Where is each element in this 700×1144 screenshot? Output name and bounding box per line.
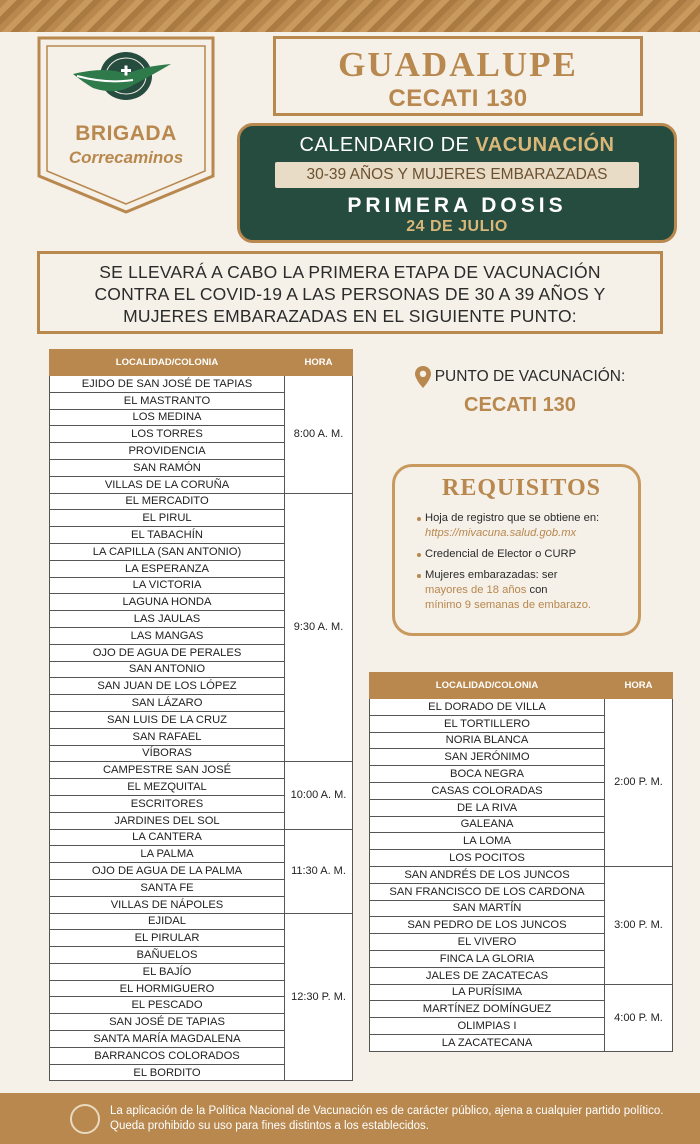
hora-cell: 12:30 P. M. xyxy=(285,913,353,1081)
localidad-cell: MARTÍNEZ DOMÍNGUEZ xyxy=(370,1001,605,1018)
map-pin-icon xyxy=(415,366,431,388)
localidad-cell: LA ESPERANZA xyxy=(50,560,285,577)
localidad-cell: OJO DE AGUA DE LA PALMA xyxy=(50,863,285,880)
localidad-cell: SAN JERÓNIMO xyxy=(370,749,605,766)
localidad-cell: SAN LUIS DE LA CRUZ xyxy=(50,711,285,728)
hora-header: HORA xyxy=(285,350,353,376)
localidad-cell: SAN RAMÓN xyxy=(50,459,285,476)
localidad-cell: EL MERCADITO xyxy=(50,493,285,510)
table-row xyxy=(50,762,353,779)
localidad-cell: EJIDAL xyxy=(50,913,285,930)
localidad-cell: SANTA MARÍA MAGDALENA xyxy=(50,1031,285,1048)
localidad-cell: LAS JAULAS xyxy=(50,611,285,628)
schedule-table-right xyxy=(369,672,673,1052)
localidad-cell: LOS POCITOS xyxy=(370,850,605,867)
requirement-item xyxy=(417,511,626,541)
hora-cell: 2:00 P. M. xyxy=(605,699,673,867)
footer-band xyxy=(0,1093,700,1144)
localidad-cell: FINCA LA GLORIA xyxy=(370,950,605,967)
localidad-cell: EL DORADO DE VILLA xyxy=(370,699,605,716)
intro-paragraph xyxy=(37,251,663,334)
hora-cell: 4:00 P. M. xyxy=(605,984,673,1051)
localidad-cell: OLIMPIAS I xyxy=(370,1018,605,1035)
age-group-pill: 30-39 AÑOS Y MUJERES EMBARAZADAS xyxy=(275,162,639,188)
localidad-cell: EL MASTRANTO xyxy=(50,392,285,409)
requirements-title: REQUISITOS xyxy=(442,475,601,501)
localidad-cell: LA CAPILLA (SAN ANTONIO) xyxy=(50,543,285,560)
localidad-cell: CAMPESTRE SAN JOSÉ xyxy=(50,762,285,779)
localidad-cell: SAN LÁZARO xyxy=(50,695,285,712)
requirement-item xyxy=(417,568,626,613)
government-seal-icon xyxy=(70,1104,100,1134)
table-row xyxy=(50,493,353,510)
table-row xyxy=(370,984,673,1001)
location-title-box xyxy=(273,36,643,116)
localidad-cell: BOCA NEGRA xyxy=(370,766,605,783)
brigada-shield-logo xyxy=(37,36,215,214)
localidad-cell: DE LA RIVA xyxy=(370,799,605,816)
hora-cell: 11:30 A. M. xyxy=(285,829,353,913)
requirements-list xyxy=(417,511,626,613)
hora-cell: 8:00 A. M. xyxy=(285,376,353,494)
calendar-heading-prefix: CALENDARIO DE xyxy=(299,134,470,156)
table-header-row xyxy=(50,350,353,376)
localidad-cell: BARRANCOS COLORADOS xyxy=(50,1047,285,1064)
localidad-cell: GALEANA xyxy=(370,816,605,833)
table-row xyxy=(370,699,673,716)
localidad-cell: OJO DE AGUA DE PERALES xyxy=(50,644,285,661)
localidad-cell: ESCRITORES xyxy=(50,795,285,812)
table-row xyxy=(370,866,673,883)
table-row xyxy=(50,913,353,930)
hora-cell: 3:00 P. M. xyxy=(605,866,673,984)
localidad-cell: EL PIRULAR xyxy=(50,930,285,947)
localidad-cell: EL VIVERO xyxy=(370,934,605,951)
top-pattern-band xyxy=(0,0,700,32)
localidad-cell: JARDINES DEL SOL xyxy=(50,812,285,829)
localidad-cell: SAN ANDRÉS DE LOS JUNCOS xyxy=(370,866,605,883)
localidad-cell: CASAS COLORADAS xyxy=(370,782,605,799)
localidad-cell: EL PESCADO xyxy=(50,997,285,1014)
vaccination-point-value: CECATI 130 xyxy=(464,394,576,416)
localidad-cell: SAN JOSÉ DE TAPIAS xyxy=(50,1014,285,1031)
table-header-row xyxy=(370,673,673,699)
intro-line-1: SE LLEVARÁ A CABO LA PRIMERA ETAPA DE VACUNACIÓN xyxy=(99,262,601,282)
requirement-text: Mujeres embarazadas: ser xyxy=(425,569,558,581)
correcaminos-subtitle: Correcaminos xyxy=(68,148,184,167)
schedule-table-left xyxy=(49,349,353,1081)
localidad-cell: EL BAJÍO xyxy=(50,963,285,980)
localidad-cell: JALES DE ZACATECAS xyxy=(370,967,605,984)
vaccination-point-label: PUNTO DE VACUNACIÓN: xyxy=(434,368,626,385)
requirement-highlight: mayores de 18 años xyxy=(425,584,527,596)
vaccination-point-label-row xyxy=(400,366,640,388)
brigada-title: BRIGADA xyxy=(75,122,177,145)
localidad-cell: VILLAS DE LA CORUÑA xyxy=(50,476,285,493)
localidad-cell: PROVIDENCIA xyxy=(50,443,285,460)
location-title: GUADALUPE xyxy=(338,45,578,84)
intro-line-2: CONTRA EL COVID-19 A LAS PERSONAS DE 30 A 39 AÑOS Y xyxy=(94,284,606,304)
dose-label: PRIMERA DOSIS xyxy=(347,194,567,217)
hora-cell: 10:00 A. M. xyxy=(285,762,353,829)
registration-link[interactable]: https://mivacuna.salud.gob.mx xyxy=(425,527,577,539)
hora-cell: 9:30 A. M. xyxy=(285,493,353,762)
localidad-cell: SAN ANTONIO xyxy=(50,661,285,678)
requirement-highlight: mínimo 9 semanas de embarazo. xyxy=(425,599,592,611)
table-row xyxy=(50,829,353,846)
localidad-cell: SANTA FE xyxy=(50,879,285,896)
localidad-cell: LA LOMA xyxy=(370,833,605,850)
localidad-cell: SAN MARTÍN xyxy=(370,900,605,917)
requirement-text: Credencial de Elector o CURP xyxy=(425,548,577,560)
localidad-cell: SAN RAFAEL xyxy=(50,728,285,745)
localidad-cell: VILLAS DE NÁPOLES xyxy=(50,896,285,913)
calendar-heading-bold: VACUNACIÓN xyxy=(475,134,615,156)
localidad-cell: LAGUNA HONDA xyxy=(50,594,285,611)
localidad-cell: EL TORTILLERO xyxy=(370,715,605,732)
requirement-item xyxy=(417,547,626,562)
localidad-cell: EL MEZQUITAL xyxy=(50,779,285,796)
requirements-box xyxy=(392,464,641,636)
localidad-cell: LA PALMA xyxy=(50,846,285,863)
localidad-cell: EJIDO DE SAN JOSÉ DE TAPIAS xyxy=(50,376,285,393)
localidad-cell: EL HORMIGUERO xyxy=(50,980,285,997)
roadrunner-icon xyxy=(73,52,171,100)
localidad-cell: VÍBORAS xyxy=(50,745,285,762)
localidad-cell: SAN PEDRO DE LOS JUNCOS xyxy=(370,917,605,934)
localidad-cell: SAN FRANCISCO DE LOS CARDONA xyxy=(370,883,605,900)
vaccination-calendar-box xyxy=(237,123,677,243)
localidad-cell: LOS TORRES xyxy=(50,426,285,443)
localidad-header: LOCALIDAD/COLONIA xyxy=(370,673,605,699)
localidad-cell: LAS MANGAS xyxy=(50,627,285,644)
table-row xyxy=(50,376,353,393)
hora-header: HORA xyxy=(605,673,673,699)
legal-disclaimer: La aplicación de la Política Nacional de Vacunación es de carácter público, ajena a cualquier partido político. Queda prohibido su uso para fines distintos a los establecidos. xyxy=(110,1104,664,1132)
requirement-text: Hoja de registro que se obtiene en: xyxy=(425,512,600,524)
vaccination-point xyxy=(400,366,640,417)
location-subtitle: CECATI 130 xyxy=(388,85,528,112)
dose-date: 24 DE JULIO xyxy=(406,218,508,235)
localidad-cell: EL BORDITO xyxy=(50,1064,285,1081)
localidad-cell: LA VICTORIA xyxy=(50,577,285,594)
intro-line-3: MUJERES EMBARAZADAS EN EL SIGUIENTE PUNTO: xyxy=(123,306,577,326)
requirement-text: con xyxy=(529,584,548,596)
localidad-cell: EL PIRUL xyxy=(50,510,285,527)
localidad-cell: LA PURÍSIMA xyxy=(370,984,605,1001)
localidad-cell: NORIA BLANCA xyxy=(370,732,605,749)
localidad-cell: BAÑUELOS xyxy=(50,947,285,964)
localidad-cell: SAN JUAN DE LOS LÓPEZ xyxy=(50,678,285,695)
calendar-heading xyxy=(240,134,674,157)
localidad-header: LOCALIDAD/COLONIA xyxy=(50,350,285,376)
localidad-cell: EL TABACHÍN xyxy=(50,527,285,544)
localidad-cell: LOS MEDINA xyxy=(50,409,285,426)
localidad-cell: LA ZACATECANA xyxy=(370,1034,605,1051)
localidad-cell: LA CANTERA xyxy=(50,829,285,846)
